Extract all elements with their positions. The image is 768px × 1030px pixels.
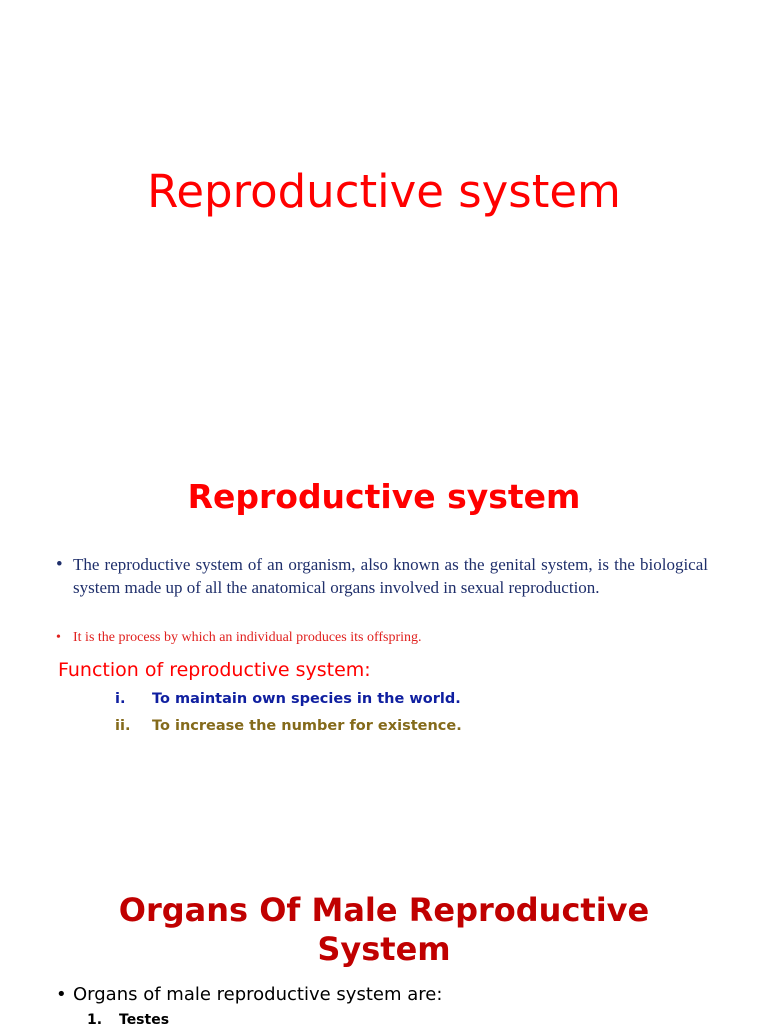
list-item	[56, 628, 708, 648]
function-heading: Function of reproductive system:	[58, 659, 371, 681]
bullet-marker: •	[56, 630, 61, 645]
slide-1-title: Reproductive system	[147, 165, 621, 218]
list-item	[56, 553, 708, 599]
list-number: ii.	[115, 718, 131, 734]
list-text: To maintain own species in the world.	[152, 691, 461, 707]
list-item	[87, 1010, 169, 1030]
slide-3-title: Organs Of Male Reproductive System	[118, 891, 650, 968]
bullet-text: Organs of male reproductive system are:	[73, 984, 443, 1005]
bullet-marker: •	[56, 984, 67, 1005]
list-number: i.	[115, 691, 126, 707]
slide-2-title: Reproductive system	[187, 477, 581, 516]
list-number: 1.	[87, 1012, 103, 1028]
bullet-text: The reproductive system of an organism, also known as the genital system, is the biological system made up of all the anatomical organs involved in sexual reproduction.	[73, 555, 708, 597]
bullet-text: It is the process by which an individual produces its offspring.	[73, 630, 422, 645]
list-item	[115, 716, 462, 736]
list-item	[115, 689, 461, 709]
list-text: To increase the number for existence.	[152, 718, 462, 734]
bullet-marker: •	[56, 554, 63, 575]
list-item	[56, 983, 708, 1007]
list-text: Testes	[119, 1012, 170, 1028]
